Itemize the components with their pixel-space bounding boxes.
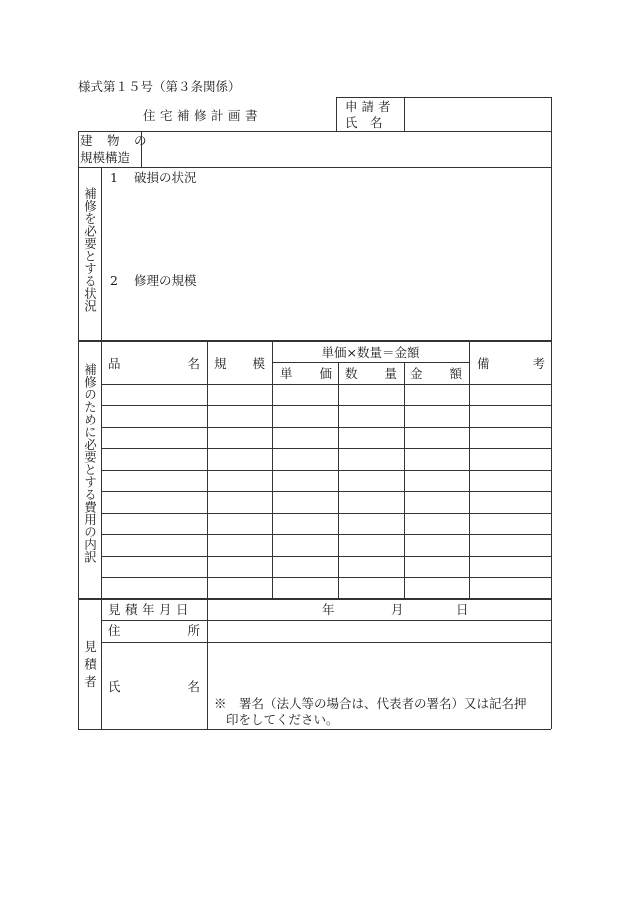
cost-section-label: 補修のために必要とする費用の内訳 [82,363,98,563]
header-item-name: 品 名 [108,356,200,371]
building-label-line2: 規模構造 [80,150,131,165]
header-remarks: 備 考 [477,356,545,371]
condition-item-2-label: 修理の規模 [134,273,197,288]
table-row[interactable] [102,471,550,491]
table-row[interactable] [102,492,550,512]
form-number: 様式第１５号（第３条関係） [78,79,241,94]
table-row[interactable] [102,385,550,405]
header-formula: 単価×数量＝金額 [321,345,420,360]
estimate-date-label: 見積年月日 [108,602,194,617]
applicant-name-field[interactable] [406,99,549,129]
condition-item-1-number: 1 [110,170,118,185]
building-structure-field[interactable] [143,133,549,165]
damage-status-field[interactable] [103,188,549,272]
building-label-line1: 建 物 の [80,133,148,148]
table-row[interactable] [102,428,550,448]
table-row[interactable] [102,578,550,597]
condition-section-label: 補修を必要とする状況 [82,187,98,312]
header-scale: 規 模 [214,356,265,371]
estimate-date-month: 月 [391,602,404,617]
estimate-date-field[interactable] [209,600,549,619]
estimator-name-label: 氏 名 [108,679,200,694]
estimate-date-day: 日 [456,602,469,617]
estimate-date-year: 年 [322,602,335,617]
table-row[interactable] [102,514,550,534]
header-unit-price: 単 価 [280,366,332,381]
applicant-name-label: 氏 名 [345,115,383,130]
applicant-label: 申請者 [345,99,395,114]
table-row[interactable] [102,406,550,426]
header-quantity: 数 量 [345,366,397,381]
condition-item-1-label: 破損の状況 [134,170,197,185]
table-row[interactable] [102,557,550,577]
signature-note-line2: 印をしてください。 [226,712,339,727]
table-row[interactable] [102,535,550,555]
estimator-address-label: 住 所 [108,623,200,638]
estimator-address-field[interactable] [209,622,549,641]
estimator-name-field[interactable] [209,644,549,692]
condition-item-2-number: 2 [110,273,118,288]
signature-note-line1: ※ 署名（法人等の場合は、代表者の署名）又は記名押 [214,696,527,711]
header-amount: 金 額 [410,366,462,381]
repair-scale-field[interactable] [103,291,549,338]
document-title: 住宅補修計画書 [143,108,263,123]
estimator-label: 見積者 [82,640,98,693]
table-row[interactable] [102,449,550,469]
